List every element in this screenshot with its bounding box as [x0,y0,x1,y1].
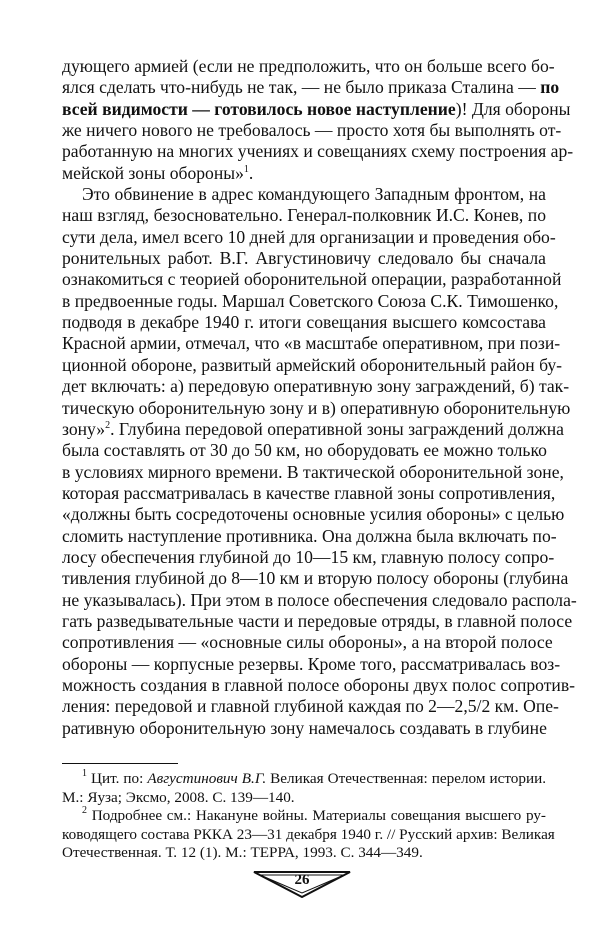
text-line: обороны — корпусные резервы. Кроме того, рассматривалась воз- [62,653,561,674]
text-line: сопротивления — «основные силы обороны», а на второй полосе [62,632,553,653]
text-line: в условиях мирного времени. В тактической оборонительной зоне, [62,461,564,482]
footnote-marker: 2 [82,805,87,817]
text-line: гать разведывательные части и передовые отряды, в главной полосе [62,610,573,631]
text-line: не указывалась). При этом в полосе обеспечения следовало распола- [62,589,577,610]
text-line: лосу обеспечения глубиной до 10—15 км, главную полосу сопро- [62,546,555,567]
text-line: ознакомиться с теорией оборонительной операции, разработанной [62,269,562,290]
page-number: 26 [294,872,310,888]
text-line: подводя в декабре 1940 г. итоги совещания высшего комсостава [62,312,546,333]
footnote-marker: 1 [82,768,87,779]
text-line: «должны быть сосредоточены основные усилия обороны» с целью [62,504,565,525]
text-line: сломить наступление противника. Она должна была включать по- [62,525,557,546]
text-line: дет включать: а) передовую оперативную зону заграждений, б) так- [62,376,570,397]
text-line: которая рассматривалась в качестве главной зоны сопротивления, [62,482,556,503]
text-line: же ничего нового не требовалось — просто хотя бы выполнять от- [62,120,562,141]
footnote-ref: 2 [105,419,111,431]
text-line: мейской зоны обороны»$^1$. [62,162,254,183]
footnote-2-cont: ководящего состава РККА 23—31 декабря 1940 г. // Русский архив: Великая [62,825,555,843]
text-line: тическую оборонительную зону и в) оперативную оборонительную [62,397,571,418]
text-line: Красной армии, отмечал, что «в масштабе оперативном, при пози- [62,333,561,354]
text-line: дующего армией (если не предположить, что он больше всего бо- [62,56,555,76]
footnote-2: $^2$ Подробнее см.: Накануне войны. Материалы совещания высшего ру- [82,805,546,825]
text-line: наш взгляд, безосновательно. Генерал-полковник И.С. Конев, по [62,205,546,226]
text-line: ялся сделать что-нибудь не так, — не было приказа Сталина — по [62,77,560,98]
text-line: ционной обороне, развитый армейский оборонительный район бу- [62,354,563,375]
bold-emphasis: всей видимости — готовилось новое наступление [62,98,456,119]
text-line: ления: передовой и главной глубиной каждая по 2—2,5/2 км. Опе- [62,696,559,717]
page-number-ornament [252,870,352,898]
text-line: ративную оборонительную зону намечалось создавать в глубине [62,717,547,738]
text-line: работанную на многих учениях и совещаниях схему построения ар- [62,141,574,162]
text-line: в предвоенные годы. Маршал Советского Союза С.К. Тимошенко, [62,290,559,311]
footnote-1: $^1$ Цит. по: Августинович В.Г. Великая Отечественная: перелом истории. [82,768,547,787]
text-line: ронительных работ. В.Г. Августиновичу следовало бы сначала [62,248,546,269]
footnotes [62,768,555,863]
text-line: зону»$^2$. Глубина передовой оперативной зоны заграждений должна [62,418,564,439]
text-line: всей видимости — готовилось новое наступление)! Для обороны [62,98,571,119]
footnote-divider [62,763,178,764]
footnote-2-cont: Отечественная. Т. 12 (1). М.: ТЕРРА, 1993. С. 344—349. [62,844,423,862]
text-line: была составлять от 30 до 50 км, но оборудовать ее можно только [62,440,547,461]
text-line: сути дела, имел всего 10 дней для организации и проведения обо- [62,226,556,247]
main-text [62,56,577,739]
text-line: можность создания в главной полосе обороны двух полос сопротив- [62,674,575,695]
footnote-author: Августинович В.Г. [147,770,267,787]
bold-emphasis: по [540,77,560,98]
text-line: тивления глубиной до 8—10 км и вторую полосу обороны (глубина [62,568,569,589]
paragraph-start: Это обвинение в адрес командующего Западным фронтом, на [82,184,546,205]
footnote-1-cont: М.: Яуза; Эксмо, 2008. С. 139—140. [62,788,295,806]
footnote-ref: 1 [243,163,249,175]
